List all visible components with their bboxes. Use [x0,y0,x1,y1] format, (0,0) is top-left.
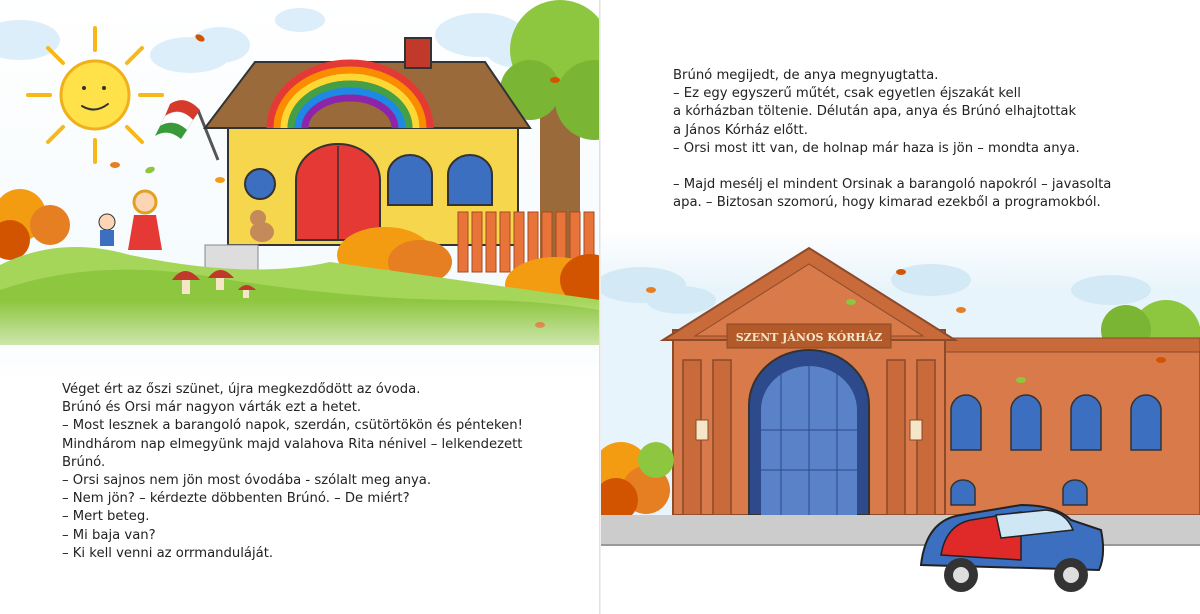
kindergarten-illustration [0,0,600,380]
story-line: – Mert beteg. [62,509,150,525]
story-line: apa. – Biztosan szomorú, hogy kimarad ezekből a programokból. [673,195,1101,211]
story-line: Brúnó és Orsi már nagyon várták ezt a hetet. [62,400,362,416]
hospital-sign: SZENT JÁNOS KÓRHÁZ [735,331,883,344]
story-line: – Mi baja van? [62,527,156,543]
story-line: Mindhárom nap elmegyünk majd valahova Rita nénivel – lelkendezett [62,436,523,452]
story-line: – Most lesznek a barangoló napok, szerdán, csütörtökön és pénteken! [62,418,523,434]
sun-icon [28,28,162,162]
story-line: Brúnó megijedt, de anya megnyugtatta. [673,68,939,83]
story-line: Véget ért az őszi szünet, újra megkezdődött az óvoda. [62,382,421,397]
story-line: – Ez egy egyszerű műtét, csak egyetlen éjszakát kell [673,86,1021,102]
story-line: – Ki kell venni az orrmanduláját. [62,545,274,561]
paragraph-gap [673,158,1173,176]
right-page [601,0,1200,614]
story-line: – Orsi sajnos nem jön most óvodába - szólalt meg anya. [62,473,432,489]
story-line: – Orsi most itt van, de holnap már haza is jön – mondta anya. [673,140,1080,156]
story-line: a János Kórház előtt. [673,122,808,138]
story-text-right [673,67,1173,212]
story-text-left [62,381,592,563]
story-line: a kórházban töltenie. Délután apa, anya és Brúnó elhajtottak [673,104,1077,120]
story-line: Brúnó. [62,454,106,470]
story-line: – Majd mesélj el mindent Orsinak a barangoló napokról – javasolta [673,177,1112,193]
story-line: – Nem jön? – kérdezte döbbenten Brúnó. – De miért? [62,491,410,507]
